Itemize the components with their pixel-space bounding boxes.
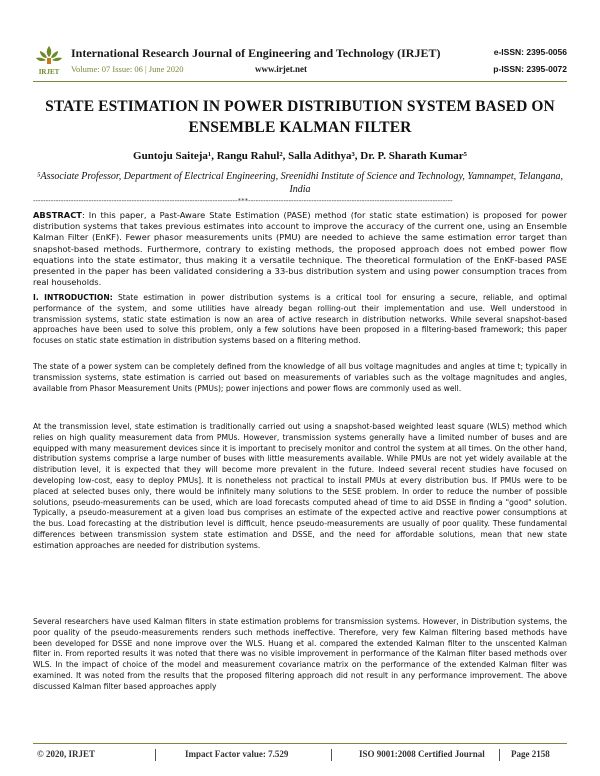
paper-title: STATE ESTIMATION IN POWER DISTRIBUTION SYSTEM BASED ON ENSEMBLE KALMAN FILTER [45, 98, 555, 136]
p-issn: p-ISSN: 2395-0072 [493, 64, 567, 74]
abstract-label: ABSTRACT [33, 210, 82, 220]
affiliation: ⁵Associate Professor, Department of Electrical Engineering, Sreenidhi Institute of Science and Technology, Yamnampet, Telangana, India [36, 171, 563, 195]
footer-rule [33, 743, 567, 744]
page-footer [33, 749, 567, 763]
footer-copyright: © 2020, IRJET [37, 749, 95, 759]
footer-separator [155, 749, 156, 761]
intro-text-1: State estimation in power distribution systems is a critical tool for ensuring a secure, reliable, and optimal performance of the system, and some utilities have already began rolling-out their implementation and use. Well understood in transmission systems, static state estimation is now an area of active research in distribution networks. While several snapshot-based approaches have been used to solve this problem, only a few solutions have been proposed in a filtering-based framework; this paper focuses on static state estimation in distribution systems based on a filtering method. [33, 293, 567, 346]
intro-paragraph-3: At the transmission level, state estimation is traditionally carried out using a snapshot-based weighted least square (WLS) method which relies on high quality measurement data from PMUs. However, transmission systems generally have a limited number of buses and are equipped with many measurement devices since it is important to precisely monitor and control the system at all times. On the other hand, distribution systems comprise a large number of buses with little measurements available. While PMUs are not yet widely available at the distribution level, it is expected that they will become more prevalent in the future. Indeed several recent studies have focused on developing low-cost, easy to deploy PMUs]. It is nonetheless not practical to install PMUs at every distribution bus. If PMUs were to be placed at selected buses only, there would be infinitely many solutions to the SESE problem. In order to reduce the number of possible solutions, pseudo-measurements can be used, which are load forecasts computed ahead of time to aid DSSE in finding a "good" solution. Typically, a pseudo-measurement at a given load bus comprises an estimate of the expected active and reactive power consumptions at the bus. Load forecasting at the distribution level is difficult, hence pseudo-measurements are usually of poor quality. These fundamental differences between transmission system state estimation and DSSE, and the need for affordable solutions, mean that new state estimation approaches are needed for distribution systems. [33, 422, 567, 550]
abstract [33, 210, 567, 288]
footer-page-number: Page 2158 [511, 749, 550, 759]
abstract-text: : In this paper, a Past-Aware State Estimation (PASE) method (for static state estimation) is proposed for power distribution systems that takes previous estimates into account to improve the accuracy of the current one, using an Ensemble Kalman Filter (EnKF). Fewer phasor measurements units (PMU) are needed to achieve the same estimation error target than snapshot-based methods. Furthermore, contrary to existing methods, the proposed approach does not embed power flow equations into the state estimator, thus making it a versatile technique. The theoretical formulation of the EnKF-based PASE presented in the paper has been validated considering a 33-bus distribution system and using power consumption traces from real households. [33, 210, 567, 288]
footer-impact-factor: Impact Factor value: 7.529 [185, 749, 289, 759]
journal-website-link[interactable]: www.irjet.net [255, 64, 307, 74]
footer-separator [499, 749, 500, 761]
journal-header [33, 42, 567, 78]
volume-issue: Volume: 07 Issue: 06 | June 2020 [71, 64, 184, 74]
logo-text: IRJET [38, 68, 60, 76]
author-list: Guntoju Saiteja¹, Rangu Rahul², Salla Adithya³, Dr. P. Sharath Kumar⁵ [133, 150, 467, 162]
intro-paragraph-4: Several researchers have used Kalman filters in state estimation problems for transmission systems. However, in Distribution systems, the poor quality of the pseudo-measurements renders such methods ineffective. Therefore, very few Kalman filtering based methods have been developed for DSSE and none improve over the WLS. Huang et al. compared the extended Kalman filter to the unscented Kalman filter in. From reported results it was noted that there was no visible improvement in performance of the Kalman filter based methods over WLS. In the impact of choice of the model and measurement covariance matrix on the performance of the extended Kalman filter was examined. It was noted from the results that the proposed filtering approach did not result in any performance improvement. The above discussed Kalman filter based approaches apply [33, 617, 567, 691]
footer-separator [331, 749, 332, 761]
journal-title: International Research Journal of Engineering and Technology (IRJET) [71, 46, 441, 60]
intro-paragraph-1 [33, 293, 567, 347]
e-issn: e-ISSN: 2395-0056 [493, 47, 567, 57]
footer-iso: ISO 9001:2008 Certified Journal [359, 749, 485, 759]
section-divider: ---------------------------------------------------------------------------------***--------------------------------------------------------------------------------- [33, 197, 453, 205]
header-rule [33, 81, 567, 82]
intro-heading: I. INTRODUCTION: [33, 293, 113, 302]
intro-paragraph-2: The state of a power system can be completely defined from the knowledge of all bus voltage magnitudes and angles at time t; typically in transmission systems, state estimation is carried out based on measurements of variables such as the voltage magnitudes and angles, available from Phasor Measurement Units (PMUs); power injections and power flows are commonly used as well. [33, 362, 567, 393]
irjet-logo-icon [33, 42, 65, 78]
